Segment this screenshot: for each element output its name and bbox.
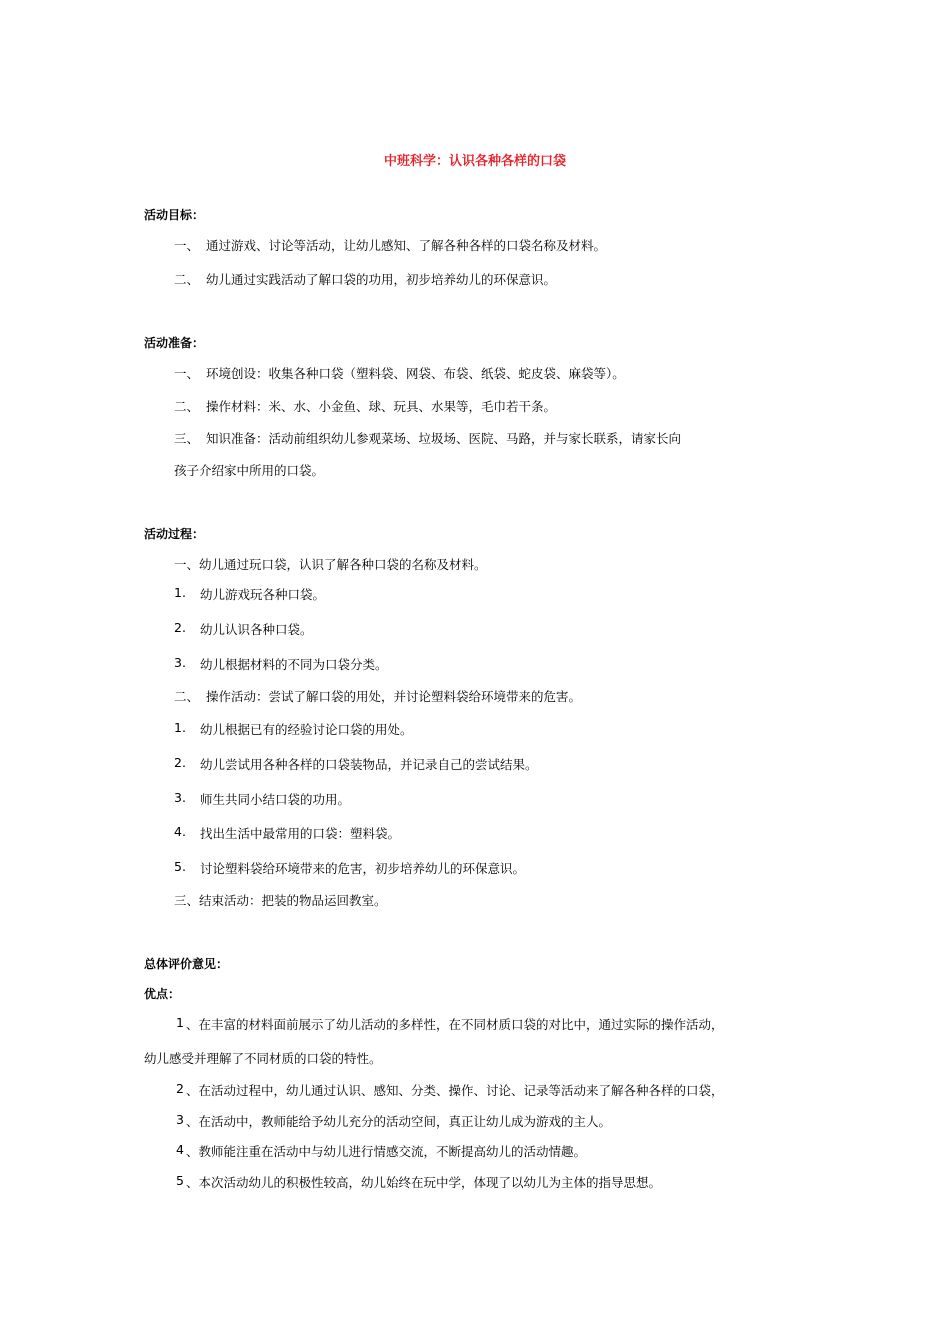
part1-item-num-3: 3. (174, 655, 186, 670)
part2-item-text-2: 幼儿尝试用各种各样的口袋装物品，并记录自己的尝试结果。 (200, 757, 538, 772)
process-part2-marker: 二、 (174, 689, 200, 704)
eval-item-num-4: 4 (176, 1142, 184, 1157)
eval-item-text-5: 、本次活动幼儿的积极性较高，幼儿始终在玩中学，体现了以幼儿为主体的指导思想。 (186, 1175, 662, 1190)
part1-item-text-2: 幼儿认识各种口袋。 (200, 622, 313, 637)
part1-item-num-1: 1. (174, 585, 186, 600)
prep-text-2: 操作材料：米、水、小金鱼、球、玩具、水果等，毛巾若干条。 (206, 399, 557, 414)
evaluation-subheading: 优点： (144, 987, 181, 1001)
prep-marker-1: 一、 (174, 366, 200, 381)
eval-item-text-3: 、在活动中，教师能给予幼儿充分的活动空间，真正让幼儿成为游戏的主人。 (186, 1114, 612, 1129)
prep-text-3: 知识准备：活动前组织幼儿参观菜场、垃圾场、医院、马路，并与家长联系，请家长向 (206, 431, 682, 446)
evaluation-heading: 总体评价意见： (144, 957, 229, 971)
goals-heading: 活动目标： (144, 208, 205, 222)
document-title: 中班科学：认识各种各样的口袋 (383, 154, 566, 169)
part2-item-text-1: 幼儿根据已有的经验讨论口袋的用处。 (200, 722, 413, 737)
eval-item-text-2: 、在活动过程中，幼儿通过认识、感知、分类、操作、讨论、记录等活动来了解各种各样的口袋， (186, 1083, 724, 1098)
goal-text-2: 幼儿通过实践活动了解口袋的功用，初步培养幼儿的环保意识。 (206, 272, 557, 287)
part2-item-num-5: 5. (174, 859, 186, 874)
eval-item-num-5: 5 (176, 1173, 184, 1188)
process-part2: 操作活动：尝试了解口袋的用处，并讨论塑料袋给环境带来的危害。 (206, 689, 582, 704)
eval-item-text-4: 、教师能注重在活动中与幼儿进行情感交流，不断提高幼儿的活动情趣。 (186, 1144, 587, 1159)
goal-marker-1: 一、 (174, 238, 200, 253)
prep-continuation: 孩子介绍家中所用的口袋。 (174, 463, 325, 478)
part2-item-text-3: 师生共同小结口袋的功用。 (200, 792, 351, 807)
goal-marker-2: 二、 (174, 272, 200, 287)
prep-marker-3: 三、 (174, 431, 200, 446)
eval-item-text-1: 、在丰富的材料面前展示了幼儿活动的多样性，在不同材质口袋的对比中，通过实际的操作活动， (186, 1017, 724, 1032)
prep-text-1: 环境创设：收集各种口袋（塑料袋、网袋、布袋、纸袋、蛇皮袋、麻袋等）。 (206, 366, 625, 381)
part2-item-text-5: 讨论塑料袋给环境带来的危害，初步培养幼儿的环保意识。 (200, 861, 526, 876)
process-part1: 一、幼儿通过玩口袋，认识了解各种口袋的名称及材料。 (174, 557, 487, 572)
goal-text-1: 通过游戏、讨论等活动，让幼儿感知、了解各种各样的口袋名称及材料。 (206, 238, 607, 253)
part2-item-num-3: 3. (174, 790, 186, 805)
process-part3: 三、结束活动：把装的物品运回教室。 (174, 893, 387, 908)
eval-item-num-2: 2 (176, 1081, 184, 1096)
part2-item-num-1: 1. (174, 720, 186, 735)
part1-item-text-1: 幼儿游戏玩各种口袋。 (200, 587, 326, 602)
eval-item-num-1: 1 (176, 1015, 184, 1030)
eval-item-num-3: 3 (176, 1112, 184, 1127)
eval-item-text-1-cont: 幼儿感受并理解了不同材质的口袋的特性。 (144, 1051, 382, 1066)
part1-item-text-3: 幼儿根据材料的不同为口袋分类。 (200, 657, 388, 672)
part1-item-num-2: 2. (174, 620, 186, 635)
prep-marker-2: 二、 (174, 399, 200, 414)
prep-heading: 活动准备： (144, 336, 205, 350)
part2-item-num-4: 4. (174, 824, 186, 839)
part2-item-text-4: 找出生活中最常用的口袋：塑料袋。 (200, 826, 401, 841)
process-heading: 活动过程： (144, 527, 205, 541)
part2-item-num-2: 2. (174, 755, 186, 770)
